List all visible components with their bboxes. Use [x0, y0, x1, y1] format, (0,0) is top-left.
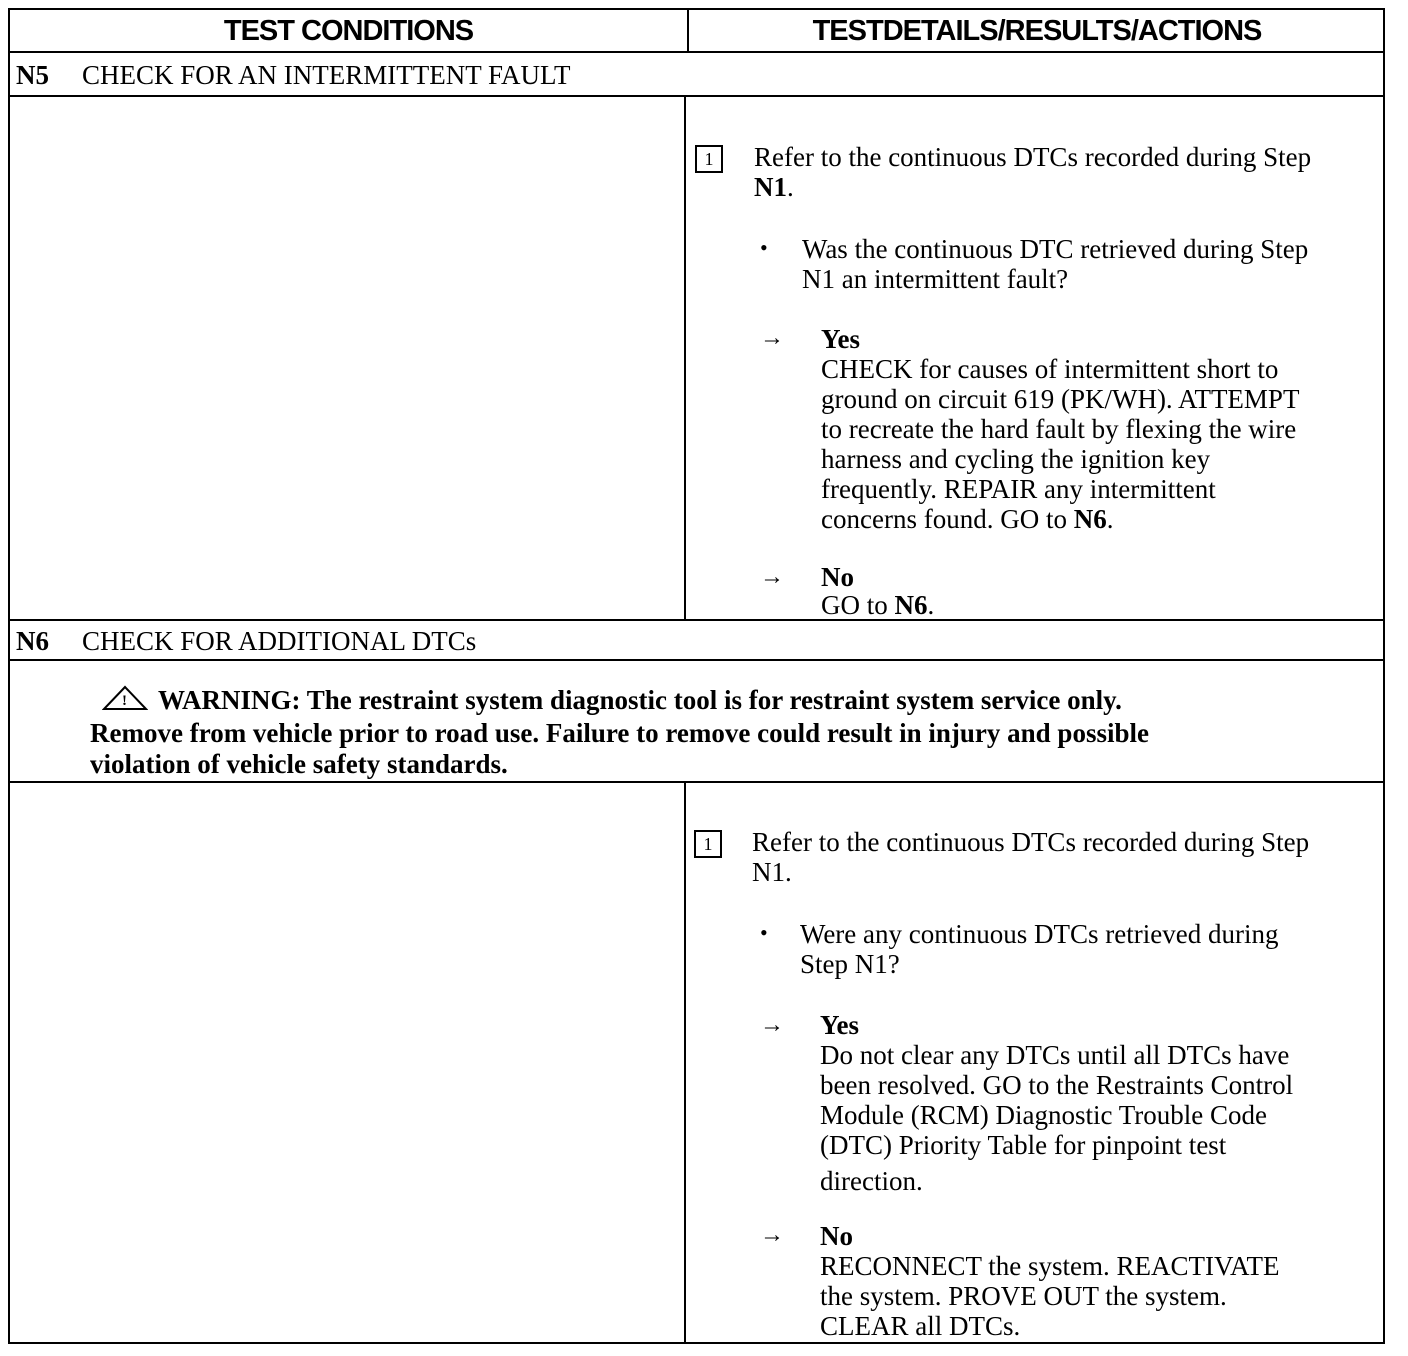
svg-text:!: ! — [122, 693, 127, 709]
warning-triangle-icon — [102, 685, 148, 718]
section-n5-header — [10, 53, 1383, 97]
warning-row — [10, 661, 1383, 783]
column-divider — [684, 97, 686, 621]
pinpoint-test-table — [8, 8, 1385, 1344]
no-result: No RECONNECT the system. REACTIVATE the system. PROVE OUT the system. CLEAR all DTCs. — [820, 1221, 1280, 1341]
question-text: Were any continuous DTCs retrieved during Step N1? — [800, 919, 1279, 979]
header-test-details: TESTDETAILS/RESULTS/ACTIONS — [689, 10, 1385, 53]
section-n6-header — [10, 619, 1383, 661]
step-instruction: Refer to the continuous DTCs recorded during Step N1. — [752, 827, 1310, 887]
yes-result: Yes CHECK for causes of intermittent short to ground on circuit 619 (PK/WH). ATTEMPT to recreate the hard fault by flexing the wire harness and cycling the ignition key frequently. REPAIR any intermittent concerns found. GO to N6. — [821, 324, 1300, 534]
section-title: CHECK FOR AN INTERMITTENT FAULT — [82, 60, 571, 90]
section-code: N6 — [16, 626, 49, 656]
bullet-icon: • — [760, 235, 768, 260]
arrow-icon: → — [760, 1222, 784, 1248]
step-instruction: Refer to the continuous DTCs recorded during Step N1. — [754, 142, 1312, 202]
step-number-box: 1 — [695, 145, 723, 173]
warning-text: ! WARNING: The restraint system diagnostic tool is for restraint system service only. Remove from vehicle prior to road use. Failure to remove could result in injury and possible violation of vehicle safety standards. — [90, 685, 1149, 779]
arrow-icon: → — [760, 325, 784, 351]
yes-result: Yes Do not clear any DTCs until all DTCs have been resolved. GO to the Restraints Control Module (RCM) Diagnostic Trouble Code (DTC) Priority Table for pinpoint test direction. — [820, 1010, 1294, 1196]
arrow-icon: → — [760, 1012, 784, 1038]
arrow-icon: → — [760, 564, 784, 590]
no-result: No GO to N6. — [821, 562, 935, 620]
column-divider — [684, 783, 686, 1344]
question-text: Was the continuous DTC retrieved during Step N1 an intermittent fault? — [802, 234, 1309, 294]
section-code: N5 — [16, 60, 49, 90]
bullet-icon: • — [760, 920, 768, 945]
step-number-box: 1 — [694, 830, 722, 858]
header-test-conditions: TEST CONDITIONS — [10, 10, 689, 53]
section-title: CHECK FOR ADDITIONAL DTCs — [82, 626, 477, 656]
